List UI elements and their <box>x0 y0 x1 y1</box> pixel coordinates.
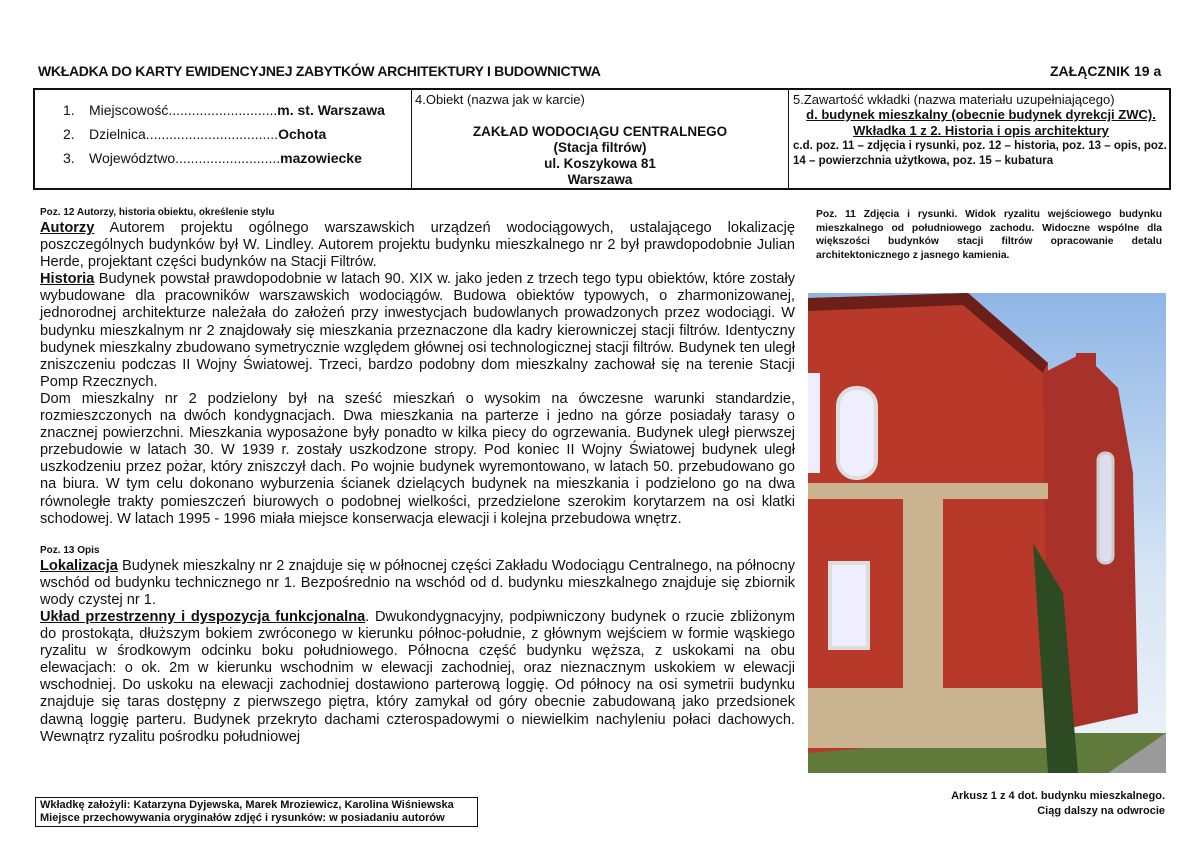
section-heading: Poz. 13 Opis <box>40 544 100 556</box>
history-paragraph <box>40 271 795 391</box>
keyword: Historia <box>40 271 95 288</box>
row-number: 1. <box>63 102 75 118</box>
location-row <box>63 126 411 150</box>
row-number: 3. <box>63 150 75 166</box>
object-line: ul. Koszykowa 81 <box>544 156 656 171</box>
location-row <box>63 102 411 126</box>
section-heading: Poz. 12 Autorzy, historia obiektu, określenie stylu <box>40 207 275 218</box>
object-cell <box>412 90 789 188</box>
photo-caption: Poz. 11 Zdjęcia i rysunki. Widok ryzalitu wejściowego budynku mieszkalnego od południowego zachodu. Widoczne wspólne dla większości budynków stacji filtrów opracowanie detalu architektonicznego z jasnego kamienia. <box>816 209 1162 261</box>
paragraph-text: Budynek powstał prawdopodobnie w latach 90. XIX w. jako jeden z trzech tego typu obiektów, które zostały wybudowane dla pracowników warszawskich wodociągów. Budowa obiektów typowych, o zharmonizowanej, jednorodnej architekturze należała do założeń przy inwestycjach budowlanych prowadzonych przez wodociągi. W budynku mieszkalnym nr 2 znajdowały się mieszkania przeznaczone dla kadry kierowniczej stacji filtrów. Identyczny budynek mieszkalny zbudowano symetrycznie względem głównej osi technologicznej stacji filtrów. Budynek ten uległ zniszczeniu podczas II Wojny Światowej. Trzeci, bardzo podobny dom mieszkalny zachował się na terenie Stacji Pomp Rzecznych. <box>40 271 795 390</box>
row-number: 2. <box>63 126 75 142</box>
keyword: Układ przestrzenny i dyspozycja funkcjonalna <box>40 608 366 625</box>
paragraph-text: . Dwukondygnacyjny, podpiwniczony budynek o rzucie zbliżonym do prostokąta, dłuższym bokiem zwróconego w kierunku północ-południe, z głównym wejściem w formie wąskiego ryzalitu w środkowym odcinku boku południowego. Północna część budynku węższa, z uskokami na obu elewacjach: o ok. 2m w kierunku wschodnim w elewacji zachodniej, oraz nieznacznym uskokiem w elewacji wschodniej. Do uskoku na elewacji zachodniej dostawiono parterową loggię. Od północy na osi symetrii budynku znajduje się taras dostępny z pierwszego piętra, który zamykał od góry obecnie zabudowaną jako przedsionek dawną loggię parteru. Budynek przekryto dachami czterospadowymi o niewielkim nachyleniu połaci dachowych. Wewnątrz ryzalitu pośrodku południowej <box>40 608 796 745</box>
building-photo <box>808 293 1166 773</box>
object-label: 4.Obiekt (nazwa jak w karcie) <box>415 92 585 107</box>
annex-label: ZAŁĄCZNIK 19 a <box>1050 63 1162 79</box>
location-paragraph <box>40 558 795 609</box>
footer-authors: Wkładkę założyli: Katarzyna Dyjewska, Marek Mroziewicz, Karolina Wiśniewska <box>40 799 454 811</box>
keyword: Autorzy <box>40 220 95 236</box>
main-text <box>40 206 795 746</box>
row-label: Miejscowość............................ <box>89 102 278 118</box>
location-cell <box>35 90 412 188</box>
object-line: ZAKŁAD WODOCIĄGU CENTRALNEGO <box>472 124 728 139</box>
row-value: mazowiecke <box>280 150 362 166</box>
paragraph-text: Autorem projektu ogólnego warszawskich urządzeń wodociągowych, ustalającego lokalizację poszczególnych budynków był W. Lindley. Autorem projektu budynku mieszkalnego nr 2 był prawdopodobnie Julian Herde, projektant części budynków na Stacji Filtrów. <box>40 220 795 271</box>
content-detail: c.d. poz. 11 – zdjęcia i rysunki, poz. 12 – historia, poz. 13 – opis, poz. 14 – powierzchnia użytkowa, poz. 15 – kubatura <box>793 140 1167 167</box>
authors-paragraph <box>40 220 795 271</box>
footer-storage: Miejsce przechowywania oryginałów zdjęć i rysunków: w posiadaniu autorów <box>40 812 445 824</box>
sheet-note <box>880 789 1165 819</box>
row-value: Ochota <box>278 126 327 142</box>
sheet-line: Arkusz 1 z 4 dot. budynku mieszkalnego. <box>951 790 1165 802</box>
row-label: Województwo........................... <box>89 150 281 166</box>
object-line: Warszawa <box>567 172 633 187</box>
document-title: WKŁADKA DO KARTY EWIDENCYJNEJ ZABYTKÓW ARCHITEKTURY I BUDOWNICTWA <box>38 63 601 79</box>
building-illustration <box>808 293 1166 773</box>
sheet-line: Ciąg dalszy na odwrocie <box>1037 805 1165 817</box>
row-value: m. st. Warszawa <box>277 102 385 118</box>
row-label: Dzielnica.................................. <box>89 126 279 142</box>
content-cell <box>789 90 1169 188</box>
content-title: d. budynek mieszkalny (obecnie budynek dyrekcji ZWC). Wkładka 1 z 2. Historia i opis architektury <box>806 107 1156 138</box>
keyword: Lokalizacja <box>40 557 118 574</box>
footer-box <box>35 797 478 827</box>
location-row <box>63 150 411 174</box>
paragraph-text: Budynek mieszkalny nr 2 znajduje się w północnej części Zakładu Wodociągu Centralnego, na północny wschód od budynku technicznego nr 1. Bezpośrednio na wschód od d. budynku mieszkalnego znajduje się zbiornik wody czystej nr 1. <box>40 557 795 608</box>
header-table <box>33 88 1171 190</box>
history-paragraph-2: Dom mieszkalny nr 2 podzielony był na sześć mieszkań o wysokim na ówczesne warunki standardzie, rozmieszczonych na dwóch kondygnacjach. Dwa mieszkania na parterze i jedno na górze posiadały tarasy o znacznej powierzchni. Mieszkania wyposażone były ponadto w kilka piecy do ogrzewania. Budynek uległ pierwszej przebudowie w latach 30. W 1939 r. zostały uszkodzone stropy. Pod koniec II Wojny Światowej budynek uległ uszkodzeniu przez pożar, który zniszczył dach. Po wojnie budynek wyremontowano, w latach 50. przebudowano go na biura. W tym celu dokonano wyburzenia ścianek dzielących budynek na mieszkania i podzielono go na dwa równoległe trakty pomieszczeń biurowych o podobnej wielkości, przedzielone szerokim korytarzem na osi klatki schodowej. W latach 1995 - 1996 miała miejsce konserwacja elewacji i kolejna przebudowa wnętrz. <box>40 390 795 527</box>
object-name <box>412 124 788 188</box>
content-label: 5.Zawartość wkładki (nazwa materiału uzupełniającego) <box>793 92 1115 107</box>
object-line: (Stacja filtrów) <box>553 140 647 155</box>
layout-paragraph <box>40 609 795 746</box>
